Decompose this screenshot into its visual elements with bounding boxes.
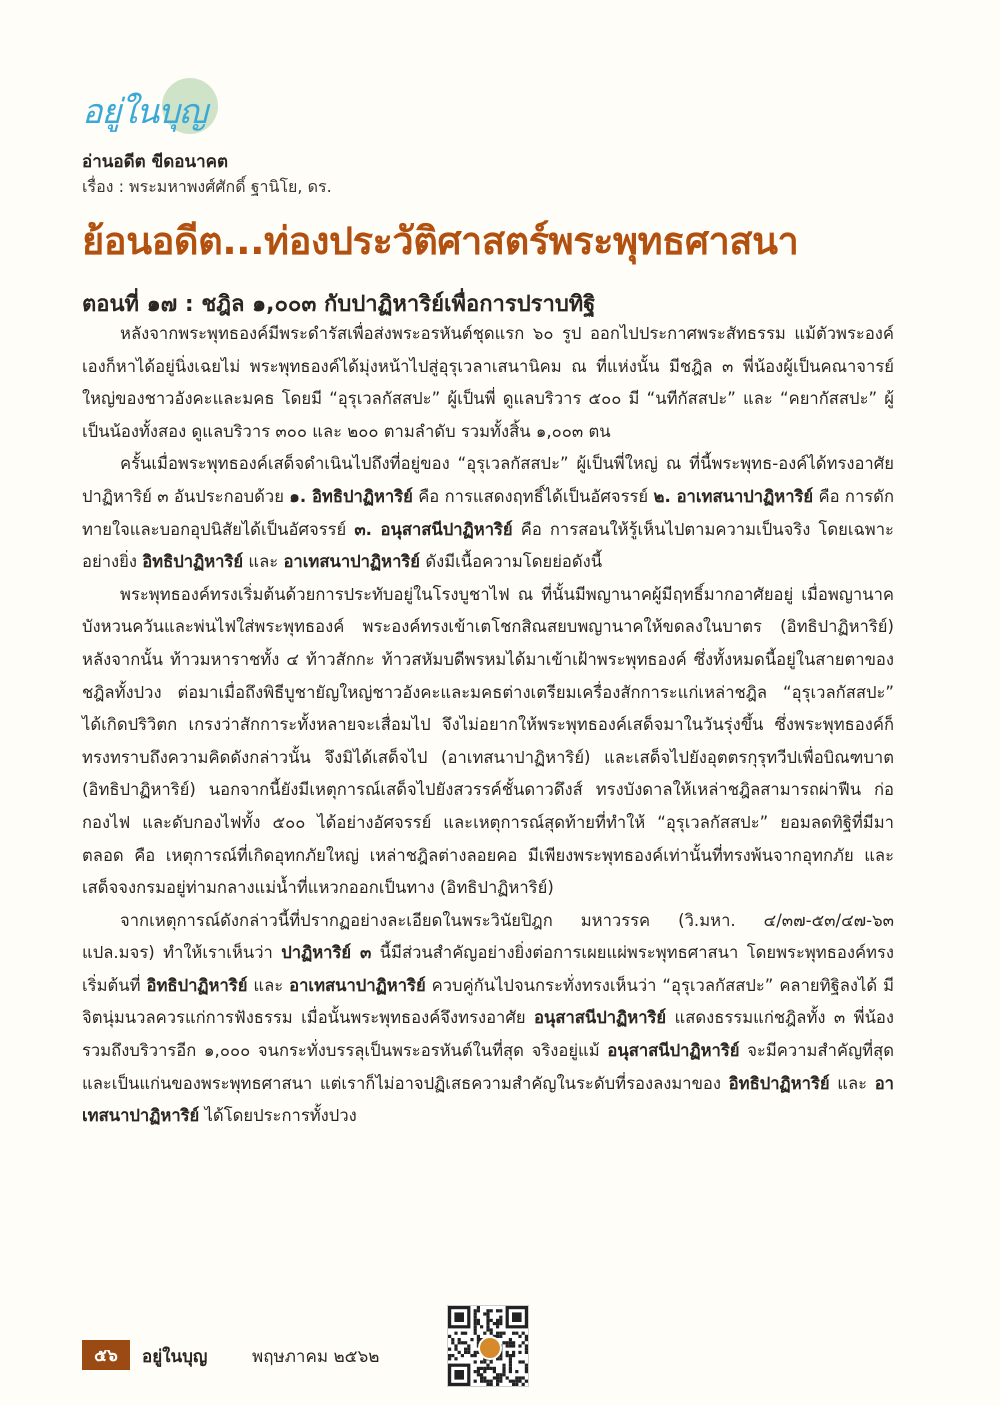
bold-term: ๒. อาเทสนาปาฏิหาริย์ bbox=[653, 486, 814, 506]
section-title: อ่านอดีต ขีดอนาคต bbox=[82, 152, 229, 172]
qr-code-icon[interactable] bbox=[447, 1305, 529, 1387]
article-paragraph bbox=[82, 905, 894, 1133]
bold-term: ปาฏิหาริย์ ๓ bbox=[281, 943, 372, 963]
article-paragraph bbox=[82, 448, 894, 578]
paragraph-text: ดังมีเนื้อความโดยย่อดังนี้ bbox=[420, 552, 603, 572]
paragraph-text: คือ การสอนให้รู้เห็นไปตามความเป็นจริง โดยเฉพาะอย่างยิ่ง bbox=[82, 519, 894, 572]
article-subtitle: ตอนที่ ๑๗ : ชฎิล ๑,๐๐๓ กับปาฏิหาริย์เพื่อการปราบทิฐิ bbox=[82, 292, 596, 317]
paragraph-text: คือ การดักทายใจและบอกอุปนิสัยได้เป็นอัศจรรย์ bbox=[82, 486, 894, 539]
paragraph-text: นี้มีส่วนสำคัญอย่างยิ่งต่อการเผยแผ่พระพุทธศาสนา โดยพระพุทธองค์ทรงเริ่มต้นที่ bbox=[82, 943, 894, 995]
magazine-logo bbox=[82, 78, 222, 144]
footer-magazine-name: อยู่ในบุญ bbox=[142, 1347, 208, 1367]
paragraph-text: แสดงธรรมแก่ชฎิลทั้ง ๓ พี่น้อง รวมถึงบริวารอีก ๑,๐๐๐ จนกระทั่งบรรลุเป็นพระอรหันต์ในที่สุด จริงอยู่แม้ bbox=[82, 1008, 894, 1061]
paragraph-text: และ bbox=[243, 552, 284, 572]
paragraph-text: และ bbox=[247, 975, 290, 995]
paragraph-text: จะมีความสำคัญที่สุดและเป็นแก่นของพระพุทธศาสนา แต่เราก็ไม่อาจปฏิเสธความสำคัญในระดับที่รองลงมาของ bbox=[82, 1041, 894, 1093]
byline: เรื่อง : พระมหาพงศ์ศักดิ์ ฐานิโย, ดร. bbox=[82, 177, 332, 196]
paragraph-text: ได้โดยประการทั้งปวง bbox=[199, 1106, 357, 1126]
article-paragraph bbox=[82, 318, 894, 448]
paragraph-text: จากเหตุการณ์ดังกล่าวนี้ที่ปรากฏอย่างละเอียดในพระวินัยปิฎก มหาวรรค (วิ.มหา. ๔/๓๗-๕๓/๔๗-๖๓ แปล.มจร) ทำให้เราเห็นว่า bbox=[82, 910, 894, 963]
paragraph-text: ครั้นเมื่อพระพุทธองค์เสด็จดำเนินไปถึงที่อยู่ของ “อุรุเวลกัสสปะ” ผู้เป็นพี่ใหญ่ ณ ที่นี้พระพุทธ-องค์ได้ทรงอาศัยปาฏิหาริย์ ๓ อันประกอบด้วย bbox=[82, 454, 894, 506]
paragraph-text: พระพุทธองค์ทรงเริ่มต้นด้วยการประทับอยู่ในโรงบูชาไฟ ณ ที่นั้นมีพญานาคผู้มีฤทธิ์มากอาศัยอยู่ เมื่อพญานาคบังหวนควันและพ่นไฟใส่พระพุทธองค์ พระองค์ทรงเข้าเตโชกสิณสยบพญานาคให้ขดลงในบาตร (อิทธิปาฏิหาริย์) หลังจากนั้น ท้าวมหาราชทั้ง ๔ ท้าวสักกะ ท้าวสหัมบดีพรหมได้มาเข้าเฝ้าพระพุทธองค์ ซึ่งทั้งหมดนี้อยู่ในสายตาของชฎิลทั้งปวง ต่อมาเมื่อถึงพิธีบูชายัญใหญ่ชาวอังคะและมคธต่างเตรียมเครื่องสักการะแก่เหล่าชฎิล “อุรุเวลกัสสปะ” ได้เกิดปริวิตก เกรงว่าสักการะทั้งหลายจะเสื่อมไป จึงไม่อยากให้พระพุทธองค์เสด็จมาในวันรุ่งขึ้น ซึ่งพระพุทธองค์ก็ทรงทราบถึงความคิดดังกล่าวนั้น จึงมิได้เสด็จไป (อาเทสนาปาฏิหาริย์) และเสด็จไปยังอุตตรกุรุทวีปเพื่อบิณฑบาต (อิทธิปาฏิหาริย์) นอกจากนี้ยังมีเหตุการณ์เสด็จไปยังสวรรค์ชั้นดาวดึงส์ ทรงบังดาลให้เหล่าชฎิลสามารถผ่าฟืน ก่อกองไฟ และดับกองไฟทั้ง ๕๐๐ ได้อย่างอัศจรรย์ และเหตุการณ์สุดท้ายที่ทำให้ “อุรุเวลกัสสปะ” ยอมลดทิฐิที่มีมาตลอด คือ เหตุการณ์ที่เกิดอุทกภัยใหญ่ เหล่าชฎิลต่างลอยคอ มีเพียงพระพุทธองค์เท่านั้นที่ทรงพ้นจากอุทกภัย และเสด็จจงกรมอยู่ท่ามกลางแม่น้ำที่แหวกออกเป็นทาง (อิทธิปาฏิหาริย์) bbox=[82, 584, 894, 898]
bold-term: ๓. อนุสาสนีปาฏิหาริย์ bbox=[354, 519, 513, 539]
article-paragraph bbox=[82, 579, 894, 905]
qr-center-logo bbox=[478, 1336, 502, 1360]
bold-term: อิทธิปาฏิหาริย์ bbox=[146, 975, 248, 995]
paragraph-text: คือ การแสดงฤทธิ์ได้เป็นอัศจรรย์ bbox=[412, 486, 654, 506]
article-body bbox=[82, 318, 894, 1133]
bold-term: อนุสาสนีปาฏิหาริย์ bbox=[607, 1041, 740, 1061]
article-title: ย้อนอดีต...ท่องประวัติศาสตร์พระพุทธศาสนา bbox=[82, 219, 799, 263]
bold-term: อาเทสนาปาฏิหาริย์ bbox=[283, 552, 421, 572]
footer-issue-date: พฤษภาคม ๒๕๖๒ bbox=[252, 1347, 380, 1367]
bold-term: ๑. อิทธิปาฏิหาริย์ bbox=[289, 486, 413, 506]
paragraph-text: และ bbox=[829, 1073, 875, 1093]
bold-term: อาเทสนาปาฏิหาริย์ bbox=[82, 1073, 894, 1126]
page-number-badge: ๕๖ bbox=[82, 1340, 130, 1370]
paragraph-text: ควบคู่กันไปจนกระทั่งทรงเห็นว่า “อุรุเวลกัสสปะ” คลายทิฐิลงได้ มีจิตนุ่มนวลควรแก่การฟังธรรม เมื่อนั้นพระพุทธองค์จึงทรงอาศัย bbox=[82, 975, 895, 1028]
paragraph-text: หลังจากพระพุทธองค์มีพระดำรัสเพื่อส่งพระอรหันต์ชุดแรก ๖๐ รูป ออกไปประกาศพระสัทธรรม แม้ตัวพระองค์เองก็หาได้อยู่นิ่งเฉยไม่ พระพุทธองค์ได้มุ่งหน้าไปสู่อุรุเวลาเสนานิคม ณ ที่แห่งนั้น มีชฎิล ๓ พี่น้องผู้เป็นคณาจารย์ใหญ่ของชาวอังคะและมคธ โดยมี “อุรุเวลกัสสปะ” ผู้เป็นพี่ ดูแลบริวาร ๕๐๐ มี “นทีกัสสปะ” และ “คยากัสสปะ” ผู้เป็นน้องทั้งสอง ดูแลบริวาร ๓๐๐ และ ๒๐๐ ตามลำดับ รวมทั้งสิ้น ๑,๐๐๓ ตน bbox=[82, 324, 894, 441]
bold-term: อิทธิปาฏิหาริย์ bbox=[728, 1073, 830, 1093]
bold-term: อนุสาสนีปาฏิหาริย์ bbox=[534, 1008, 667, 1028]
bold-term: อาเทสนาปาฏิหาริย์ bbox=[289, 975, 426, 995]
bold-term: อิทธิปาฏิหาริย์ bbox=[142, 552, 244, 572]
logo-text: อยู่ในบุญ bbox=[82, 92, 207, 132]
